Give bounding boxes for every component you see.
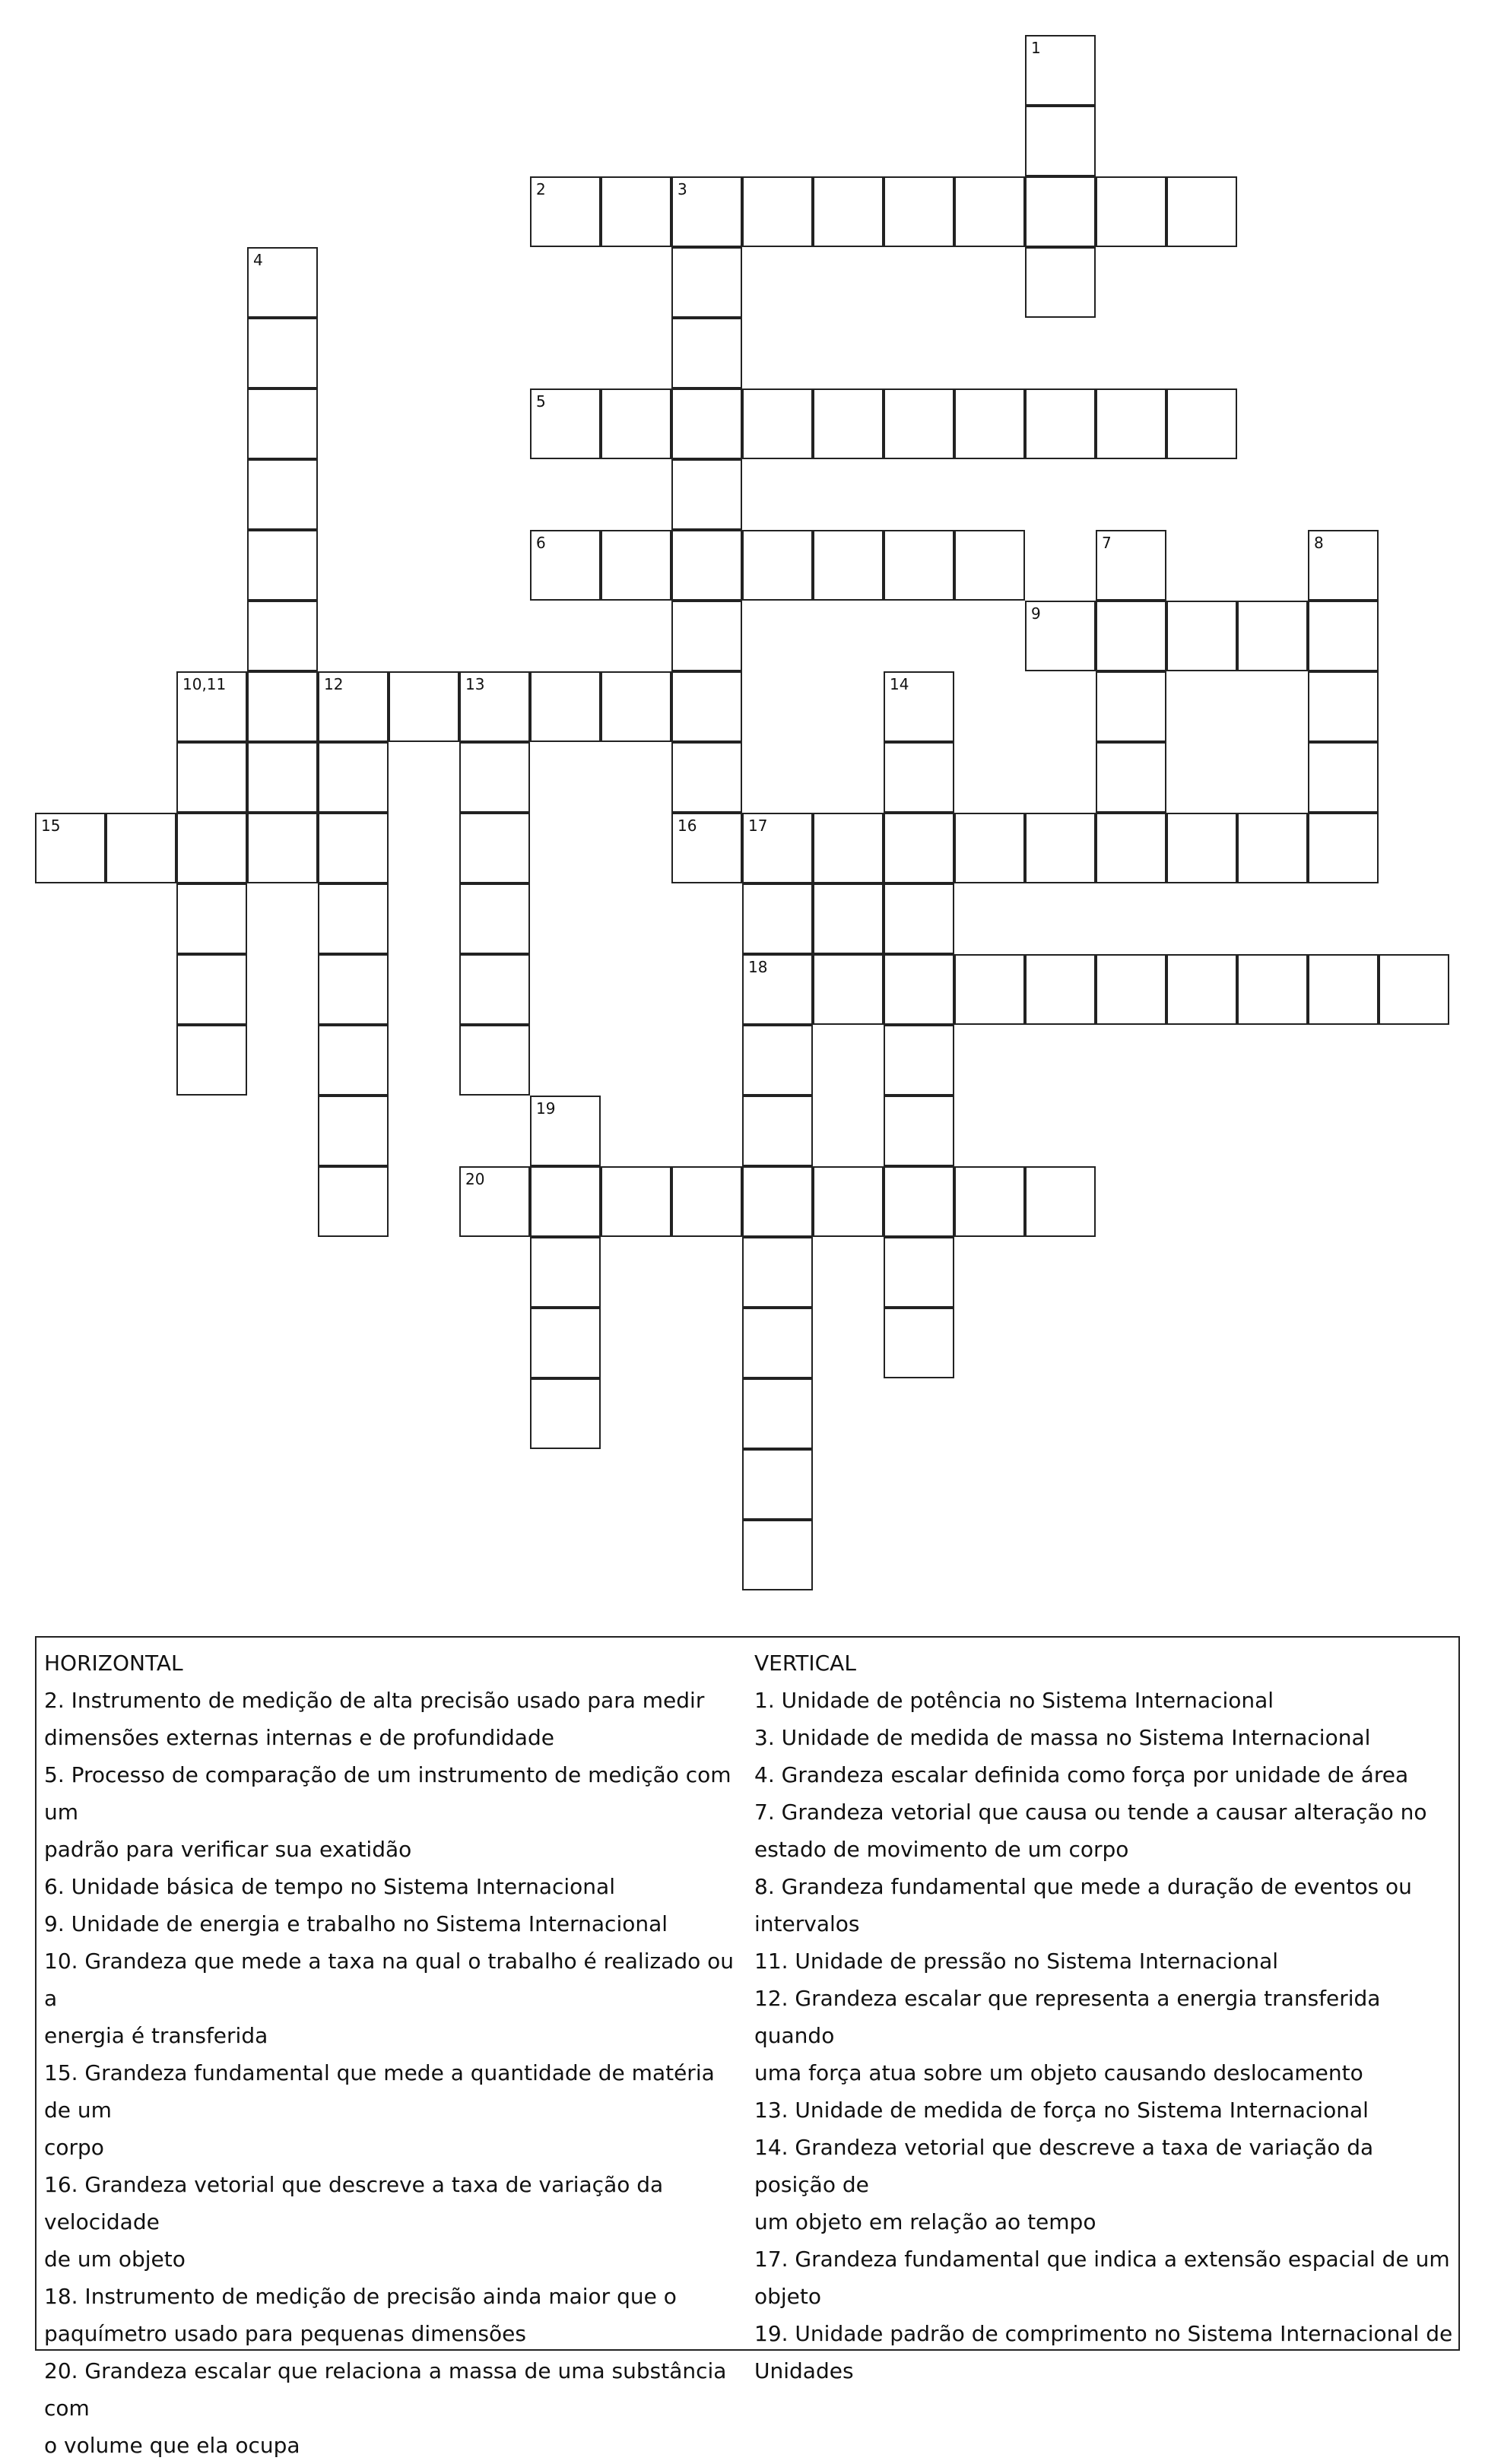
grid-cell[interactable] <box>318 954 389 1025</box>
grid-cell[interactable] <box>671 1166 742 1237</box>
grid-cell[interactable] <box>1308 742 1379 813</box>
grid-cell[interactable] <box>742 1449 813 1520</box>
grid-cell[interactable] <box>742 1520 813 1590</box>
grid-cell[interactable] <box>954 176 1025 247</box>
grid-cell[interactable] <box>671 318 742 388</box>
grid-cell[interactable] <box>1025 106 1096 176</box>
grid-cell[interactable] <box>884 883 954 954</box>
grid-cell[interactable] <box>1096 813 1166 883</box>
grid-cell[interactable] <box>884 671 954 742</box>
grid-cell[interactable] <box>671 459 742 530</box>
grid-cell[interactable] <box>601 671 671 742</box>
clues-box <box>35 1636 1460 2458</box>
clue-number: 2 <box>536 180 546 198</box>
grid-cell[interactable] <box>742 883 813 954</box>
grid-cell[interactable] <box>459 1025 530 1096</box>
clue-v7: 7. Grandeza vetorial que causa ou tende a causar alteração no estado de movimento de um corpo <box>754 1800 1427 1862</box>
grid-cell[interactable] <box>530 530 601 601</box>
grid-cell[interactable] <box>318 671 389 742</box>
grid-cell[interactable] <box>884 954 954 1025</box>
clue-h2: 2. Instrumento de medição de alta precisão usado para medir dimensões externas internas e de profundidade <box>44 1688 705 1750</box>
grid-cell[interactable] <box>742 530 813 601</box>
grid-cell[interactable] <box>176 1025 247 1096</box>
grid-cell[interactable] <box>176 954 247 1025</box>
grid-cell[interactable] <box>1237 601 1308 671</box>
clue-h9: 9. Unidade de energia e trabalho no Sistema Internacional <box>44 1911 668 1936</box>
grid-cell[interactable] <box>671 813 742 883</box>
grid-cell[interactable] <box>954 1166 1025 1237</box>
grid-cell[interactable] <box>459 1166 530 1237</box>
grid-cell[interactable] <box>530 1237 601 1308</box>
grid-cell[interactable] <box>954 530 1025 601</box>
grid-cell[interactable] <box>742 1308 813 1378</box>
grid-cell[interactable] <box>1308 601 1379 671</box>
grid-cell[interactable] <box>601 176 671 247</box>
clue-v12: 12. Grandeza escalar que representa a energia transferida quando uma força atua sobre um objeto causando deslocamento <box>754 1986 1381 2085</box>
grid-cell[interactable] <box>884 813 954 883</box>
grid-cell[interactable] <box>176 742 247 813</box>
grid-cell[interactable] <box>318 1166 389 1237</box>
grid-cell[interactable] <box>742 176 813 247</box>
grid-cell[interactable] <box>318 1025 389 1096</box>
clue-h16: 16. Grandeza vetorial que descreve a taxa de variação da velocidade de um objeto <box>44 2172 664 2272</box>
clue-v3: 3. Unidade de medida de massa no Sistema Internacional <box>754 1725 1371 1750</box>
grid-cell[interactable] <box>530 388 601 459</box>
grid-cell[interactable] <box>247 813 318 883</box>
clue-number: 19 <box>536 1099 556 1118</box>
grid-cell[interactable] <box>1166 601 1237 671</box>
grid-cell[interactable] <box>884 1237 954 1308</box>
grid-cell[interactable] <box>601 1166 671 1237</box>
grid-cell[interactable] <box>389 671 459 742</box>
clue-number: 13 <box>465 675 485 693</box>
clue-v8: 8. Grandeza fundamental que mede a duração de eventos ou intervalos <box>754 1874 1412 1936</box>
grid-cell[interactable] <box>247 459 318 530</box>
grid-cell[interactable] <box>1308 530 1379 601</box>
grid-cell[interactable] <box>1308 954 1379 1025</box>
grid-cell[interactable] <box>601 388 671 459</box>
grid-cell[interactable] <box>813 954 884 1025</box>
grid-cell[interactable] <box>1025 954 1096 1025</box>
vertical-heading: VERTICAL <box>754 1651 856 1676</box>
grid-cell[interactable] <box>884 530 954 601</box>
grid-cell[interactable] <box>1237 954 1308 1025</box>
grid-cell[interactable] <box>1237 813 1308 883</box>
clue-v11: 11. Unidade de pressão no Sistema Internacional <box>754 1949 1279 1974</box>
grid-cell[interactable] <box>1166 813 1237 883</box>
grid-cell[interactable] <box>884 1166 954 1237</box>
grid-cell[interactable] <box>318 883 389 954</box>
grid-cell[interactable] <box>742 1025 813 1096</box>
grid-cell[interactable] <box>884 1096 954 1166</box>
grid-cell[interactable] <box>530 1378 601 1449</box>
grid-cell[interactable] <box>742 388 813 459</box>
grid-cell[interactable] <box>1025 35 1096 106</box>
clue-number: 15 <box>41 817 61 835</box>
clue-number: 10,11 <box>182 675 227 693</box>
grid-cell[interactable] <box>176 883 247 954</box>
grid-cell[interactable] <box>884 388 954 459</box>
clue-h18: 18. Instrumento de medição de precisão ainda maior que o paquímetro usado para pequenas dimensões <box>44 2284 677 2346</box>
clue-number: 5 <box>536 392 546 411</box>
grid-cell[interactable] <box>1025 601 1096 671</box>
grid-cell[interactable] <box>247 388 318 459</box>
grid-cell[interactable] <box>884 176 954 247</box>
grid-cell[interactable] <box>1308 671 1379 742</box>
clue-v1: 1. Unidade de potência no Sistema Internacional <box>754 1688 1274 1713</box>
grid-cell[interactable] <box>742 954 813 1025</box>
grid-cell[interactable] <box>1379 954 1449 1025</box>
clue-h15: 15. Grandeza fundamental que mede a quantidade de matéria de um corpo <box>44 2060 715 2160</box>
grid-cell[interactable] <box>106 813 176 883</box>
grid-cell[interactable] <box>1096 954 1166 1025</box>
grid-cell[interactable] <box>742 1237 813 1308</box>
clue-number: 1 <box>1031 39 1041 57</box>
clue-v17: 17. Grandeza fundamental que indica a extensão espacial de um objeto <box>754 2247 1450 2309</box>
grid-cell[interactable] <box>742 813 813 883</box>
horizontal-heading: HORIZONTAL <box>44 1651 183 1676</box>
grid-cell[interactable] <box>671 601 742 671</box>
clue-number: 12 <box>324 675 344 693</box>
clue-number: 4 <box>253 251 263 269</box>
clue-number: 9 <box>1031 604 1041 623</box>
grid-cell[interactable] <box>742 1166 813 1237</box>
clue-v4: 4. Grandeza escalar definida como força por unidade de área <box>754 1762 1409 1787</box>
horizontal-clues <box>44 1645 744 2464</box>
grid-cell[interactable] <box>742 1096 813 1166</box>
grid-cell[interactable] <box>459 883 530 954</box>
grid-cell[interactable] <box>1096 388 1166 459</box>
grid-cell[interactable] <box>459 671 530 742</box>
grid-cell[interactable] <box>318 742 389 813</box>
grid-cell[interactable] <box>247 671 318 742</box>
clue-number: 16 <box>678 817 697 835</box>
grid-cell[interactable] <box>671 388 742 459</box>
grid-cell[interactable] <box>247 742 318 813</box>
grid-cell[interactable] <box>813 813 884 883</box>
clue-number: 6 <box>536 534 546 552</box>
grid-cell[interactable] <box>813 883 884 954</box>
grid-cell[interactable] <box>1025 176 1096 247</box>
grid-cell[interactable] <box>1096 530 1166 601</box>
grid-cell[interactable] <box>459 742 530 813</box>
clue-h5: 5. Processo de comparação de um instrumento de medição com um padrão para verificar sua exatidão <box>44 1762 731 1862</box>
clue-number: 8 <box>1314 534 1324 552</box>
clue-number: 3 <box>678 180 687 198</box>
clue-v13: 13. Unidade de medida de força no Sistema Internacional <box>754 2098 1369 2123</box>
clue-v14: 14. Grandeza vetorial que descreve a taxa de variação da posição de um objeto em relação ao tempo <box>754 2135 1374 2234</box>
grid-cell[interactable] <box>1166 954 1237 1025</box>
grid-cell[interactable] <box>176 813 247 883</box>
grid-cell[interactable] <box>247 530 318 601</box>
clue-number: 17 <box>748 817 768 835</box>
grid-cell[interactable] <box>530 671 601 742</box>
grid-cell[interactable] <box>247 318 318 388</box>
grid-cell[interactable] <box>884 1308 954 1378</box>
grid-cell[interactable] <box>247 601 318 671</box>
grid-cell[interactable] <box>884 742 954 813</box>
grid-cell[interactable] <box>1166 176 1237 247</box>
grid-cell[interactable] <box>671 530 742 601</box>
grid-cell[interactable] <box>1166 388 1237 459</box>
clue-h10: 10. Grandeza que mede a taxa na qual o trabalho é realizado ou a energia é transferida <box>44 1949 735 2048</box>
grid-cell[interactable] <box>1025 247 1096 318</box>
grid-cell[interactable] <box>1096 742 1166 813</box>
grid-cell[interactable] <box>530 176 601 247</box>
grid-cell[interactable] <box>35 813 106 883</box>
grid-cell[interactable] <box>1096 176 1166 247</box>
grid-cell[interactable] <box>1096 671 1166 742</box>
grid-cell[interactable] <box>1025 388 1096 459</box>
grid-cell[interactable] <box>318 813 389 883</box>
clue-h20: 20. Grandeza escalar que relaciona a massa de uma substância com o volume que ela ocupa <box>44 2358 727 2458</box>
grid-cell[interactable] <box>1025 813 1096 883</box>
grid-cell[interactable] <box>530 1096 601 1166</box>
grid-cell[interactable] <box>601 530 671 601</box>
grid-cell[interactable] <box>884 1025 954 1096</box>
grid-cell[interactable] <box>671 742 742 813</box>
grid-cell[interactable] <box>954 954 1025 1025</box>
clue-v19: 19. Unidade padrão de comprimento no Sistema Internacional de Unidades <box>754 2321 1453 2383</box>
clue-number: 18 <box>748 958 768 976</box>
grid-cell[interactable] <box>671 176 742 247</box>
grid-cell[interactable] <box>742 1378 813 1449</box>
clue-h6: 6. Unidade básica de tempo no Sistema Internacional <box>44 1874 615 1899</box>
grid-cell[interactable] <box>318 1096 389 1166</box>
clue-number: 20 <box>465 1170 485 1188</box>
vertical-clues <box>754 1645 1454 2389</box>
grid-cell[interactable] <box>459 954 530 1025</box>
grid-cell[interactable] <box>1096 601 1166 671</box>
grid-cell[interactable] <box>530 1308 601 1378</box>
grid-cell[interactable] <box>813 530 884 601</box>
grid-cell[interactable] <box>671 247 742 318</box>
grid-cell[interactable] <box>813 176 884 247</box>
grid-cell[interactable] <box>813 388 884 459</box>
grid-cell[interactable] <box>954 388 1025 459</box>
grid-cell[interactable] <box>530 1166 601 1237</box>
grid-cell[interactable] <box>671 671 742 742</box>
grid-cell[interactable] <box>459 813 530 883</box>
clue-number: 14 <box>890 675 909 693</box>
grid-cell[interactable] <box>1025 1166 1096 1237</box>
grid-cell[interactable] <box>1308 813 1379 883</box>
grid-cell[interactable] <box>176 671 247 742</box>
grid-cell[interactable] <box>247 247 318 318</box>
grid-cell[interactable] <box>954 813 1025 883</box>
clue-number: 7 <box>1102 534 1112 552</box>
grid-cell[interactable] <box>813 1166 884 1237</box>
